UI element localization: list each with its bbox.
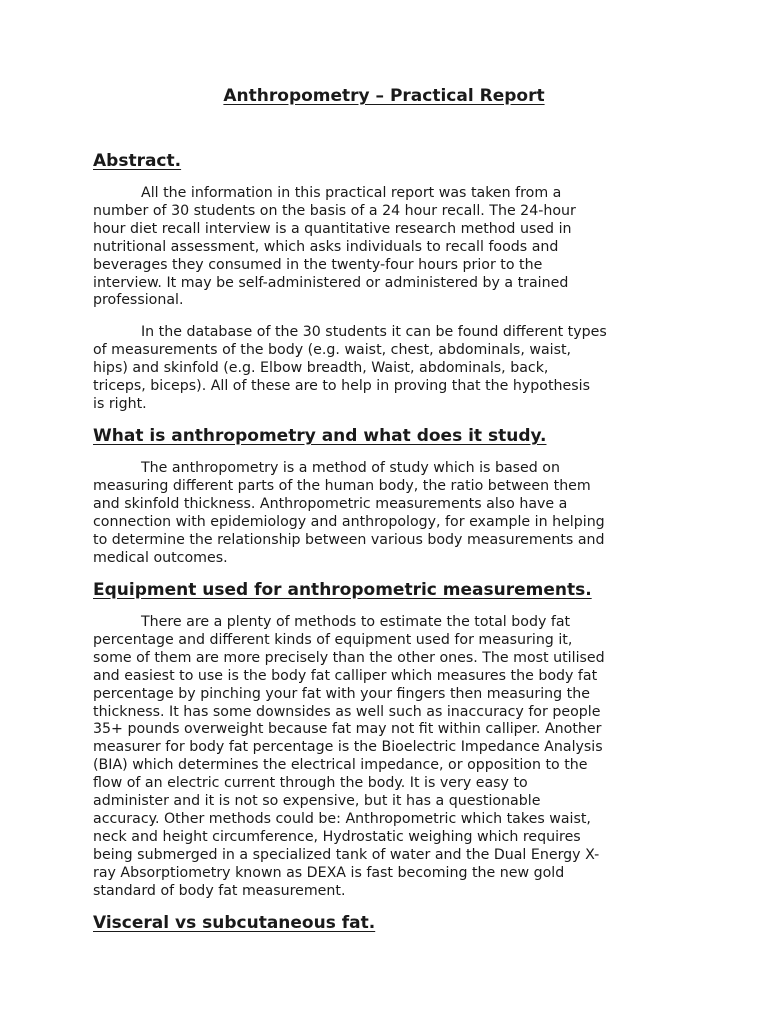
paragraph-line: In the database of the 30 students it can be found different types [141, 324, 607, 340]
paragraph-line: of measurements of the body (e.g. waist, chest, abdominals, waist, [93, 341, 572, 358]
paragraph-line: accuracy. Other methods could be: Anthropometric which takes waist, [93, 810, 591, 827]
paragraph-line: triceps, biceps). All of these are to help in proving that the hypothesis [93, 377, 590, 394]
abstract-paragraph-1 [93, 185, 673, 310]
paragraph-line: measurer for body fat percentage is the Bioelectric Impedance Analysis [93, 739, 603, 756]
paragraph-line: The anthropometry is a method of study which is based on [141, 460, 560, 476]
paragraph-line: hips) and skinfold (e.g. Elbow breadth, Waist, abdominals, back, [93, 359, 549, 376]
paragraph-line: connection with epidemiology and anthropology, for example in helping [93, 513, 605, 530]
paragraph-line: is right. [93, 395, 147, 412]
paragraph-line: interview. It may be self-administered or administered by a trained [93, 274, 569, 291]
paragraph-line: neck and height circumference, Hydrostatic weighing which requires [93, 828, 581, 845]
paragraph-line: 35+ pounds overweight because fat may not fit within calliper. Another [93, 721, 602, 738]
paragraph-line: and skinfold thickness. Anthropometric measurements also have a [93, 495, 568, 512]
paragraph-line: flow of an electric current through the body. It is very easy to [93, 775, 528, 792]
paragraph-line: administer and it is not so expensive, but it has a questionable [93, 793, 541, 810]
paragraph-line: some of them are more precisely than the other ones. The most utilised [93, 649, 605, 666]
paragraph-line: number of 30 students on the basis of a 24 hour recall. The 24-hour [93, 202, 576, 219]
paragraph-line: standard of body fat measurement. [93, 882, 346, 899]
document-title: Anthropometry – Practical Report [223, 86, 545, 106]
paragraph-line: measuring different parts of the human body, the ratio between them [93, 477, 591, 494]
section-heading-equipment: Equipment used for anthropometric measurements. [93, 580, 592, 600]
paragraph-line: professional. [93, 292, 184, 309]
paragraph-line: hour diet recall interview is a quantitative research method used in [93, 220, 572, 237]
equipment-paragraph [93, 614, 673, 901]
section-heading-what-is-anthropometry: What is anthropometry and what does it study. [93, 426, 547, 446]
section-heading-abstract: Abstract. [93, 151, 182, 171]
paragraph-line: beverages they consumed in the twenty-four hours prior to the [93, 256, 543, 273]
paragraph-line: to determine the relationship between various body measurements and [93, 531, 605, 548]
abstract-paragraph-2 [93, 324, 673, 414]
anthropometry-paragraph [93, 460, 673, 567]
paragraph-line: ray Absorptiometry known as DEXA is fast becoming the new gold [93, 864, 565, 881]
paragraph-line: and easiest to use is the body fat calliper which measures the body fat [93, 667, 598, 684]
paragraph-line: nutritional assessment, which asks individuals to recall foods and [93, 238, 559, 255]
paragraph-line: All the information in this practical report was taken from a [141, 185, 562, 201]
section-heading-visceral-vs-subcutaneous: Visceral vs subcutaneous fat. [93, 913, 376, 933]
paragraph-line: percentage and different kinds of equipment used for measuring it, [93, 631, 573, 648]
paragraph-line: percentage by pinching your fat with your fingers then measuring the [93, 685, 590, 702]
paragraph-line: thickness. It has some downsides as well such as inaccuracy for people [93, 703, 601, 720]
paragraph-line: There are a plenty of methods to estimate the total body fat [141, 614, 571, 630]
paragraph-line: medical outcomes. [93, 549, 228, 566]
paragraph-line: being submerged in a specialized tank of water and the Dual Energy X- [93, 846, 600, 863]
paragraph-line: (BIA) which determines the electrical impedance, or opposition to the [93, 757, 588, 774]
